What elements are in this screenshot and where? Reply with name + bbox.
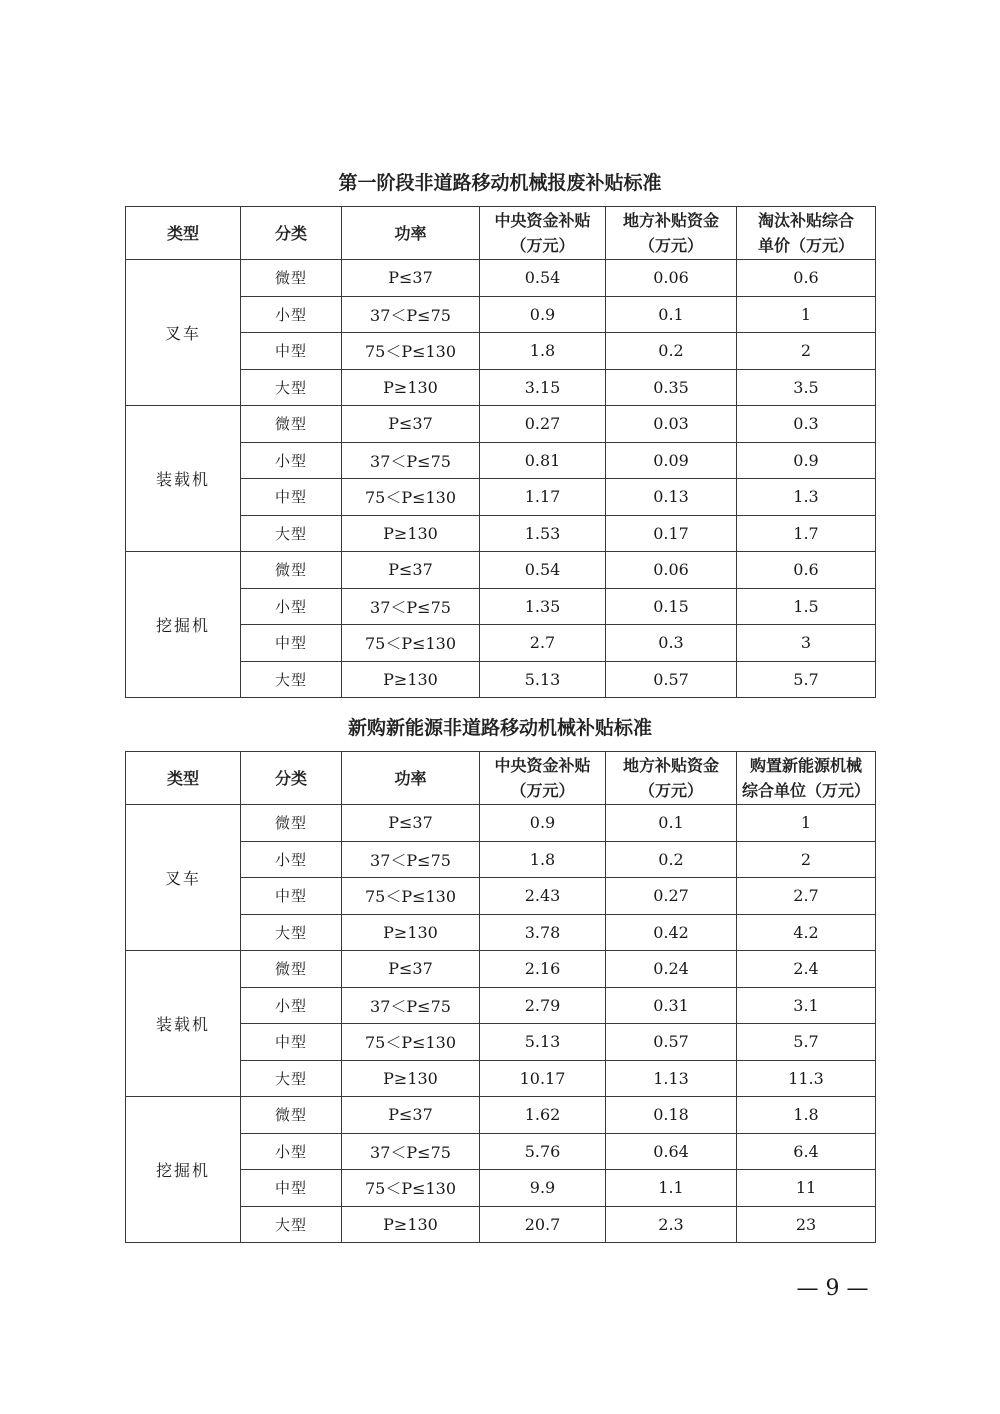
local-subsidy-cell: 0.09 xyxy=(606,442,737,479)
machine-type-cell: 装载机 xyxy=(126,951,241,1097)
power-cell: P≤37 xyxy=(342,260,480,297)
total-price-cell: 3.5 xyxy=(737,369,876,406)
column-header-line: （万元） xyxy=(638,781,703,800)
class-cell: 小型 xyxy=(241,841,342,878)
central-subsidy-cell: 2.79 xyxy=(480,987,606,1024)
class-cell: 中型 xyxy=(241,1170,342,1207)
machine-type-cell: 装载机 xyxy=(126,406,241,552)
column-header-line: 购置新能源机械 xyxy=(749,756,862,775)
table-row xyxy=(126,260,876,297)
machine-type-cell: 叉车 xyxy=(126,805,241,951)
column-header xyxy=(342,752,480,805)
total-price-cell: 5.7 xyxy=(737,661,876,698)
header-row xyxy=(126,752,876,805)
total-price-cell: 11 xyxy=(737,1170,876,1207)
column-header xyxy=(606,207,737,260)
power-cell: 37＜P≤75 xyxy=(342,442,480,479)
column-header xyxy=(241,207,342,260)
total-price-cell: 0.9 xyxy=(737,442,876,479)
local-subsidy-cell: 0.2 xyxy=(606,333,737,370)
total-price-cell: 23 xyxy=(737,1206,876,1243)
local-subsidy-cell: 2.3 xyxy=(606,1206,737,1243)
total-price-cell: 2.4 xyxy=(737,951,876,988)
class-cell: 微型 xyxy=(241,951,342,988)
class-cell: 中型 xyxy=(241,333,342,370)
central-subsidy-cell: 1.35 xyxy=(480,588,606,625)
column-header-line: （万元） xyxy=(510,781,575,800)
table-row xyxy=(126,552,876,589)
local-subsidy-cell: 0.24 xyxy=(606,951,737,988)
class-cell: 微型 xyxy=(241,1097,342,1134)
column-header-line: 分类 xyxy=(274,223,307,243)
column-header-line: 单价（万元） xyxy=(757,236,854,255)
total-price-cell: 2 xyxy=(737,333,876,370)
total-price-cell: 11.3 xyxy=(737,1060,876,1097)
total-price-cell: 1 xyxy=(737,296,876,333)
central-subsidy-cell: 1.8 xyxy=(480,841,606,878)
central-subsidy-cell: 1.62 xyxy=(480,1097,606,1134)
local-subsidy-cell: 0.64 xyxy=(606,1133,737,1170)
class-cell: 中型 xyxy=(241,878,342,915)
power-cell: P≤37 xyxy=(342,951,480,988)
class-cell: 微型 xyxy=(241,805,342,842)
power-cell: P≥130 xyxy=(342,914,480,951)
local-subsidy-cell: 0.18 xyxy=(606,1097,737,1134)
central-subsidy-cell: 0.54 xyxy=(480,260,606,297)
total-price-cell: 1.3 xyxy=(737,479,876,516)
central-subsidy-cell: 9.9 xyxy=(480,1170,606,1207)
local-subsidy-cell: 0.15 xyxy=(606,588,737,625)
total-price-cell: 1.8 xyxy=(737,1097,876,1134)
class-cell: 微型 xyxy=(241,552,342,589)
central-subsidy-cell: 2.7 xyxy=(480,625,606,662)
column-header xyxy=(737,207,876,260)
column-header xyxy=(737,752,876,805)
power-cell: P≥130 xyxy=(342,1060,480,1097)
central-subsidy-cell: 1.53 xyxy=(480,515,606,552)
power-cell: 75＜P≤130 xyxy=(342,333,480,370)
scrap-subsidy-table xyxy=(125,206,876,698)
table-row xyxy=(126,1097,876,1134)
class-cell: 中型 xyxy=(241,625,342,662)
power-cell: P≥130 xyxy=(342,515,480,552)
total-price-cell: 1 xyxy=(737,805,876,842)
local-subsidy-cell: 0.3 xyxy=(606,625,737,662)
local-subsidy-cell: 0.03 xyxy=(606,406,737,443)
power-cell: P≤37 xyxy=(342,805,480,842)
local-subsidy-cell: 0.35 xyxy=(606,369,737,406)
header-row xyxy=(126,207,876,260)
power-cell: 37＜P≤75 xyxy=(342,841,480,878)
column-header xyxy=(126,207,241,260)
column-header xyxy=(342,207,480,260)
central-subsidy-cell: 0.81 xyxy=(480,442,606,479)
central-subsidy-cell: 5.76 xyxy=(480,1133,606,1170)
local-subsidy-cell: 0.2 xyxy=(606,841,737,878)
machine-type-cell: 叉车 xyxy=(126,260,241,406)
central-subsidy-cell: 0.9 xyxy=(480,805,606,842)
total-price-cell: 4.2 xyxy=(737,914,876,951)
central-subsidy-cell: 20.7 xyxy=(480,1206,606,1243)
local-subsidy-cell: 0.57 xyxy=(606,1024,737,1061)
class-cell: 大型 xyxy=(241,369,342,406)
total-price-cell: 2.7 xyxy=(737,878,876,915)
central-subsidy-cell: 2.43 xyxy=(480,878,606,915)
local-subsidy-cell: 1.13 xyxy=(606,1060,737,1097)
column-header xyxy=(480,752,606,805)
power-cell: 37＜P≤75 xyxy=(342,588,480,625)
class-cell: 中型 xyxy=(241,1024,342,1061)
column-header xyxy=(241,752,342,805)
new-energy-subsidy-table xyxy=(125,751,876,1243)
total-price-cell: 0.6 xyxy=(737,552,876,589)
table-row xyxy=(126,805,876,842)
central-subsidy-cell: 10.17 xyxy=(480,1060,606,1097)
class-cell: 大型 xyxy=(241,515,342,552)
power-cell: P≥130 xyxy=(342,1206,480,1243)
power-cell: P≥130 xyxy=(342,369,480,406)
central-subsidy-cell: 5.13 xyxy=(480,1024,606,1061)
local-subsidy-cell: 0.27 xyxy=(606,878,737,915)
central-subsidy-cell: 2.16 xyxy=(480,951,606,988)
table-title-new-energy-subsidy: 新购新能源非道路移动机械补贴标准 xyxy=(347,717,652,739)
table-row xyxy=(126,951,876,988)
local-subsidy-cell: 0.1 xyxy=(606,805,737,842)
local-subsidy-cell: 0.1 xyxy=(606,296,737,333)
class-cell: 小型 xyxy=(241,296,342,333)
table-row xyxy=(126,406,876,443)
power-cell: 75＜P≤130 xyxy=(342,878,480,915)
power-cell: P≤37 xyxy=(342,406,480,443)
column-header-line: 综合单位（万元） xyxy=(741,781,870,800)
central-subsidy-cell: 1.8 xyxy=(480,333,606,370)
central-subsidy-cell: 0.27 xyxy=(480,406,606,443)
class-cell: 大型 xyxy=(241,1060,342,1097)
column-header-line: 类型 xyxy=(166,768,199,788)
column-header-line: （万元） xyxy=(638,236,703,255)
power-cell: 75＜P≤130 xyxy=(342,625,480,662)
class-cell: 中型 xyxy=(241,479,342,516)
class-cell: 微型 xyxy=(241,260,342,297)
class-cell: 大型 xyxy=(241,1206,342,1243)
total-price-cell: 3 xyxy=(737,625,876,662)
power-cell: 75＜P≤130 xyxy=(342,1024,480,1061)
power-cell: 37＜P≤75 xyxy=(342,296,480,333)
local-subsidy-cell: 1.1 xyxy=(606,1170,737,1207)
class-cell: 小型 xyxy=(241,588,342,625)
class-cell: 小型 xyxy=(241,987,342,1024)
power-cell: P≤37 xyxy=(342,1097,480,1134)
page-number: — 9 — xyxy=(796,1276,869,1301)
local-subsidy-cell: 0.17 xyxy=(606,515,737,552)
power-cell: P≥130 xyxy=(342,661,480,698)
table-title-scrap-subsidy: 第一阶段非道路移动机械报废补贴标准 xyxy=(338,172,662,194)
central-subsidy-cell: 1.17 xyxy=(480,479,606,516)
column-header-line: 功率 xyxy=(394,768,427,788)
power-cell: 37＜P≤75 xyxy=(342,987,480,1024)
local-subsidy-cell: 0.31 xyxy=(606,987,737,1024)
column-header-line: 功率 xyxy=(394,223,427,243)
total-price-cell: 2 xyxy=(737,841,876,878)
power-cell: 75＜P≤130 xyxy=(342,1170,480,1207)
column-header-line: 中央资金补贴 xyxy=(494,211,591,230)
class-cell: 大型 xyxy=(241,661,342,698)
machine-type-cell: 挖掘机 xyxy=(126,1097,241,1243)
local-subsidy-cell: 0.06 xyxy=(606,552,737,589)
local-subsidy-cell: 0.06 xyxy=(606,260,737,297)
column-header-line: 淘汰补贴综合 xyxy=(757,211,854,230)
central-subsidy-cell: 5.13 xyxy=(480,661,606,698)
column-header-line: 分类 xyxy=(274,768,307,788)
total-price-cell: 0.3 xyxy=(737,406,876,443)
machine-type-cell: 挖掘机 xyxy=(126,552,241,698)
column-header xyxy=(480,207,606,260)
column-header-line: 类型 xyxy=(166,223,199,243)
power-cell: 75＜P≤130 xyxy=(342,479,480,516)
total-price-cell: 0.6 xyxy=(737,260,876,297)
column-header-line: 地方补贴资金 xyxy=(622,211,719,230)
column-header xyxy=(126,752,241,805)
local-subsidy-cell: 0.13 xyxy=(606,479,737,516)
total-price-cell: 1.5 xyxy=(737,588,876,625)
total-price-cell: 5.7 xyxy=(737,1024,876,1061)
class-cell: 微型 xyxy=(241,406,342,443)
power-cell: P≤37 xyxy=(342,552,480,589)
central-subsidy-cell: 3.15 xyxy=(480,369,606,406)
local-subsidy-cell: 0.42 xyxy=(606,914,737,951)
total-price-cell: 1.7 xyxy=(737,515,876,552)
power-cell: 37＜P≤75 xyxy=(342,1133,480,1170)
class-cell: 大型 xyxy=(241,914,342,951)
total-price-cell: 6.4 xyxy=(737,1133,876,1170)
column-header-line: 地方补贴资金 xyxy=(622,756,719,775)
column-header-line: （万元） xyxy=(510,236,575,255)
total-price-cell: 3.1 xyxy=(737,987,876,1024)
column-header-line: 中央资金补贴 xyxy=(494,756,591,775)
central-subsidy-cell: 0.54 xyxy=(480,552,606,589)
class-cell: 小型 xyxy=(241,442,342,479)
class-cell: 小型 xyxy=(241,1133,342,1170)
central-subsidy-cell: 0.9 xyxy=(480,296,606,333)
central-subsidy-cell: 3.78 xyxy=(480,914,606,951)
local-subsidy-cell: 0.57 xyxy=(606,661,737,698)
column-header xyxy=(606,752,737,805)
